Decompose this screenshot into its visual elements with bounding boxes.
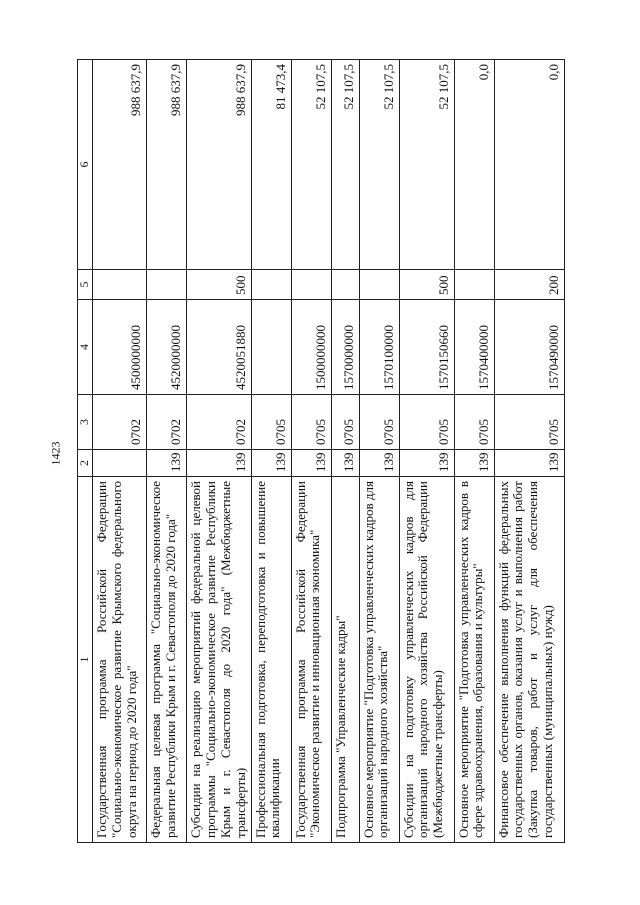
row-grbs-cell: 139 (291, 450, 331, 477)
table-row (331, 60, 359, 843)
row-grbs-cell: 139 (494, 450, 564, 477)
row-expense-type-cell: 200 (494, 270, 564, 300)
row-name-cell: Финансовое обеспечение выполнения функций федеральных государственных органов, оказания услуг и выполнения работ (Закупка товаров, работ и услуг для обеспечения государственных (муниципальных) нужд) (494, 477, 564, 843)
table-row (146, 60, 186, 843)
row-amount-cell: 988 637,9 (92, 60, 146, 270)
row-grbs-cell: 139 (186, 450, 251, 477)
page-number-text: 1423 (48, 441, 63, 465)
row-grbs-cell: 139 (359, 450, 399, 477)
row-grbs-cell: 139 (454, 450, 494, 477)
row-expense-type-cell (146, 270, 186, 300)
rotated-table-container (77, 60, 589, 843)
row-grbs-cell: 139 (251, 450, 291, 477)
budget-table (77, 59, 565, 843)
header-col-6: 6 (78, 60, 93, 270)
row-target-article-cell: 1570000000 (331, 300, 359, 395)
row-section-cell: 0705 (291, 395, 331, 450)
table-body (92, 60, 564, 843)
table-row (454, 60, 494, 843)
table-row (251, 60, 291, 843)
table-row (359, 60, 399, 843)
row-section-cell: 0702 (92, 395, 146, 450)
row-name-cell: Субсидии на подготовку управленческих кадров для организаций народного хозяйства Российской Федерации (Межбюджетные трансферты) (399, 477, 454, 843)
table-row (494, 60, 564, 843)
row-grbs-cell: 139 (146, 450, 186, 477)
row-name-cell: Государственная программа Российской Федерации "Экономическое развитие и инновационная экономика" (291, 477, 331, 843)
table-row (92, 60, 146, 843)
row-name-cell: Подпрограмма "Управленческие кадры" (331, 477, 359, 843)
row-section-cell: 0702 (146, 395, 186, 450)
row-amount-cell: 0,0 (494, 60, 564, 270)
row-grbs-cell (92, 450, 146, 477)
table-row (399, 60, 454, 843)
header-col-5: 5 (78, 270, 93, 300)
row-section-cell: 0705 (359, 395, 399, 450)
header-row (78, 60, 93, 843)
row-amount-cell: 52 107,5 (399, 60, 454, 270)
row-grbs-cell: 139 (399, 450, 454, 477)
row-name-cell: Основное мероприятие "Подготовка управленческих кадров для организаций народного хозяйства" (359, 477, 399, 843)
row-target-article-cell: 1570490000 (494, 300, 564, 395)
table-row (291, 60, 331, 843)
row-amount-cell: 52 107,5 (291, 60, 331, 270)
row-amount-cell: 52 107,5 (331, 60, 359, 270)
row-name-cell: Государственная программа Российской Федерации "Социально-экономическое развитие Крымского федерального округа на период до 2020 года" (92, 477, 146, 843)
row-expense-type-cell (92, 270, 146, 300)
page-number (43, 440, 69, 466)
row-expense-type-cell (359, 270, 399, 300)
row-target-article-cell: 4520000000 (146, 300, 186, 395)
row-grbs-cell: 139 (331, 450, 359, 477)
row-name-cell: Профессиональная подготовка, переподготовка и повышение квалификации (251, 477, 291, 843)
row-section-cell: 0705 (331, 395, 359, 450)
row-expense-type-cell (454, 270, 494, 300)
row-target-article-cell: 1500000000 (291, 300, 331, 395)
row-name-cell: Федеральная целевая программа "Социально-экономическое развитие Республики Крым и г. Севастополя до 2020 года" (146, 477, 186, 843)
budget-table-region (77, 60, 589, 843)
row-target-article-cell: 1570100000 (359, 300, 399, 395)
row-expense-type-cell: 500 (186, 270, 251, 300)
row-section-cell: 0702 (186, 395, 251, 450)
row-target-article-cell: 4500000000 (92, 300, 146, 395)
row-expense-type-cell: 500 (399, 270, 454, 300)
row-target-article-cell: 1570150660 (399, 300, 454, 395)
header-col-4: 4 (78, 300, 93, 395)
row-section-cell: 0705 (399, 395, 454, 450)
row-amount-cell: 988 637,9 (146, 60, 186, 270)
row-expense-type-cell (331, 270, 359, 300)
row-amount-cell: 52 107,5 (359, 60, 399, 270)
row-amount-cell: 81 473,4 (251, 60, 291, 270)
header-col-1: 1 (78, 477, 93, 843)
row-amount-cell: 988 637,9 (186, 60, 251, 270)
header-col-2: 2 (78, 450, 93, 477)
row-section-cell: 0705 (454, 395, 494, 450)
row-expense-type-cell (251, 270, 291, 300)
row-name-cell: Субсидии на реализацию мероприятий федеральной целевой программы "Социально-экономическое развитие Республики Крым и г. Севастополя до 2020 года" (Межбюджетные трансферты) (186, 477, 251, 843)
row-expense-type-cell (291, 270, 331, 300)
row-target-article-cell (251, 300, 291, 395)
row-target-article-cell: 1570400000 (454, 300, 494, 395)
header-col-3: 3 (78, 395, 93, 450)
table-row (186, 60, 251, 843)
row-section-cell: 0705 (494, 395, 564, 450)
row-name-cell: Основное мероприятие "Подготовка управленческих кадров в сфере здравоохранения, образования и культуры" (454, 477, 494, 843)
row-amount-cell: 0,0 (454, 60, 494, 270)
row-section-cell: 0705 (251, 395, 291, 450)
row-target-article-cell: 4520051880 (186, 300, 251, 395)
